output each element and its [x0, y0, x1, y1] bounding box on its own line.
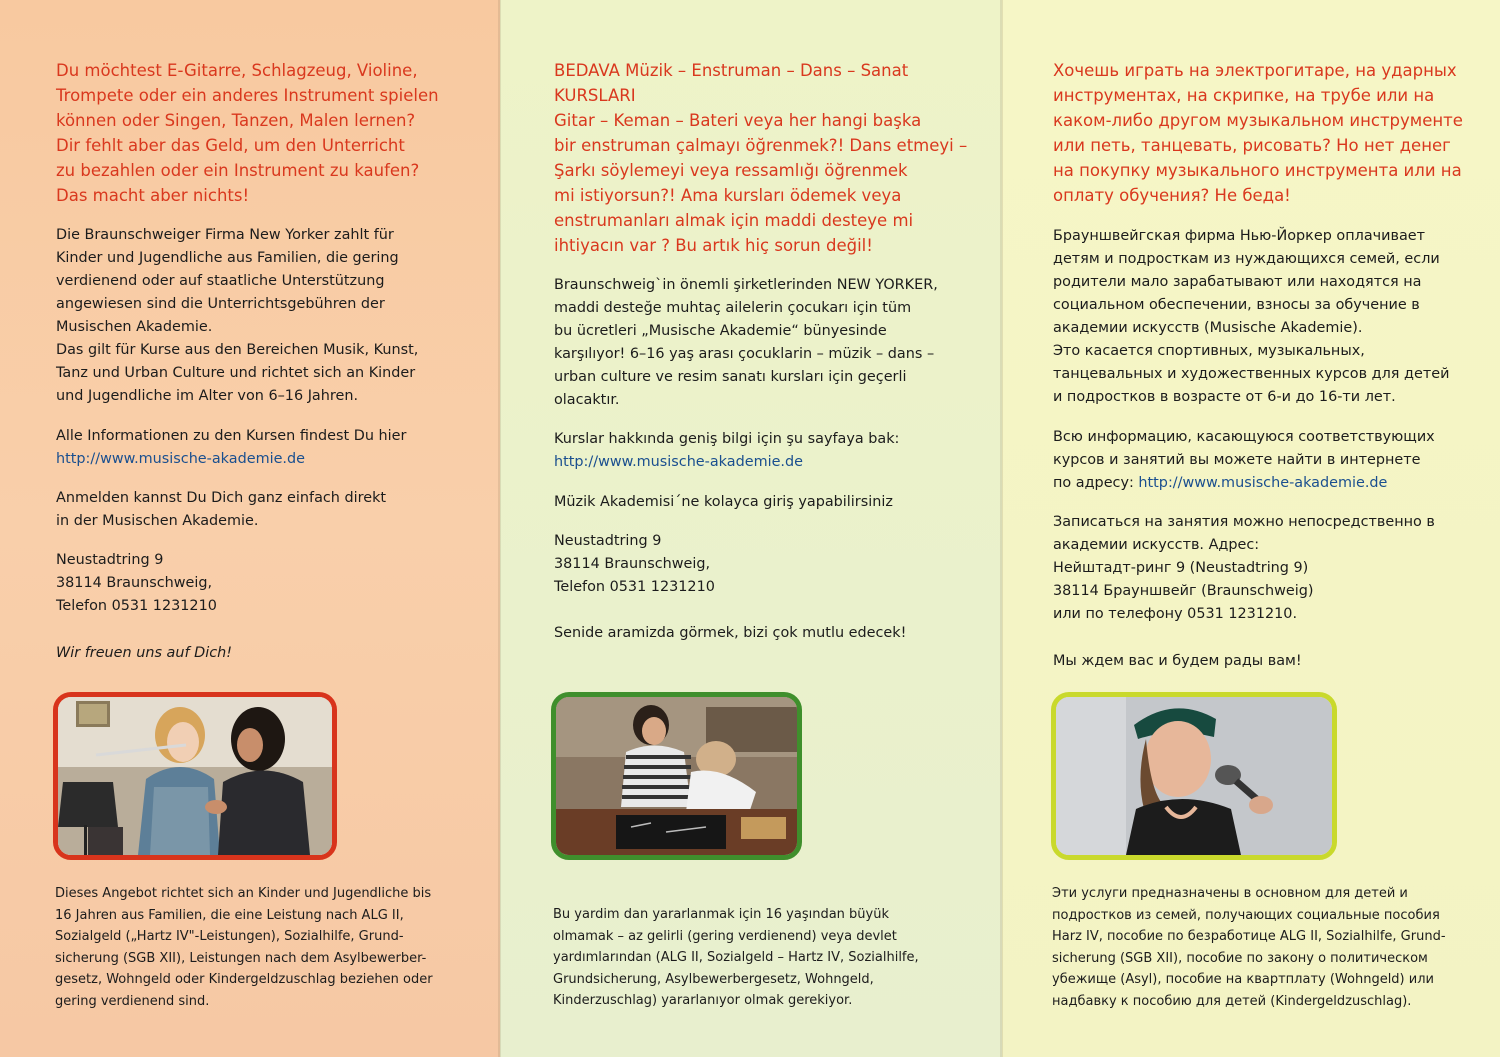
- russian-info: Всю информацию, касающуюся соответствующих курсов и занятий вы можете найти в интернете по адресу: http://www.musische-akademie.de: [1053, 429, 1435, 491]
- russian-footer: Эти услуги предназначены в основном для детей и подростков из семей, получающих социальные пособия Harz IV, пособие по безработице ALG II, Sozialhilfe, Grund- sicherung (SGB XII), пособие по закону о политическом убежище (Asyl), пособие на квартплату (Wohngeld) или надбавку к пособию для детей (Kindergeldzuschlag).: [1052, 886, 1446, 1009]
- fold-line-right: [1000, 0, 1003, 1057]
- turkish-panel: [500, 0, 1002, 1057]
- turkish-headline: BEDAVA Müzik – Enstruman – Dans – Sanat KURSLARI Gitar – Keman – Bateri veya her hangi başka bir enstruman çalmayı öğrenmek?! Dans etmeyi – Şarkı söylemeyi veya ressamlığı öğrenmek mi istiyorsun?! Ama kursları ödemek veya enstrumanları almak için maddi desteye mi ihtiyacın var ? Bu artık hiç sorun değil!: [554, 61, 968, 255]
- russian-headline: Хочешь играть на электрогитаре, на ударных инструментах, на скрипке, на трубе или на каком-либо другом музыкальном инструменте или петь, танцевать, рисовать? Но нет денег на покупку музыкального инструмента или на оплату обучения? Не беда!: [1053, 61, 1463, 205]
- german-website-link[interactable]: http://www.musische-akademie.de: [56, 451, 305, 467]
- german-panel: [0, 0, 500, 1057]
- german-footer: Dieses Angebot richtet sich an Kinder und Jugendliche bis 16 Jahren aus Familien, die eine Leistung nach ALG II, Sozialgeld („Hartz IV"-Leistungen), Sozialhilfe, Grund- sicherung (SGB XII), Leistungen nach dem Asylbewerber- gesetz, Wohngeld oder Kindergeldzuschlag beziehen oder gering verdienend sind.: [55, 886, 433, 1009]
- russian-description: Брауншвейгская фирма Нью-Йоркер оплачивает детям и подросткам из нуждающихся семей, если родители мало зарабатывают или находятся на социальном обеспечении, взносы за обучение в академии искусств (Musische Akademie). Это касается спортивных, музыкальных, танцевальных и художественных курсов для детей и подростков в возрасте от 6-и до 16-ти лет.: [1053, 228, 1450, 405]
- german-description: Die Braunschweiger Firma New Yorker zahlt für Kinder und Jugendliche aus Familien, die gering verdienend oder auf staatliche Unterstützung angewiesen sind die Unterrichtsgebühren der Musischen Akademie. Das gilt für Kurse aus den Bereichen Musik, Kunst, Tanz und Urban Culture und richtet sich an Kinder und Jugendliche im Alter von 6–16 Jahren.: [56, 227, 419, 404]
- german-address: Neustadtring 9 38114 Braunschweig, Telefon 0531 1231210: [56, 552, 217, 614]
- russian-signup: Записаться на занятия можно непосредственно в академии искусств. Адрес: Нейштадт-ринг 9 (Neustadtring 9) 38114 Брауншвейг (Braunschweig) или по телефону 0531 1231210.: [1053, 514, 1435, 622]
- turkish-closing: Senide aramizda görmek, bizi çok mutlu edecek!: [554, 625, 907, 641]
- turkish-info: Kurslar hakkında geniş bilgi için şu sayfaya bak: http://www.musische-akademie.de: [554, 428, 899, 474]
- photo-flute-lesson: [53, 692, 337, 860]
- turkish-address: Neustadtring 9 38114 Braunschweig, Telefon 0531 1231210: [554, 533, 715, 595]
- turkish-website-link[interactable]: http://www.musische-akademie.de: [554, 454, 803, 470]
- photo-art-class: [551, 692, 802, 860]
- german-headline: Du möchtest E-Gitarre, Schlagzeug, Violine, Trompete oder ein anderes Instrument spielen können oder Singen, Tanzen, Malen lernen? Dir fehlt aber das Geld, um den Unterricht zu bezahlen oder ein Instrument zu kaufen? Das macht aber nichts!: [56, 61, 439, 205]
- turkish-footer: Bu yardim dan yararlanmak için 16 yaşından büyük olmamak – az gelirli (gering verdienend) veya devlet yardımlarından (ALG II, Sozialgeld – Hartz IV, Sozialhilfe, Grundsicherung, Asylbewerbergesetz, Wohngeld, Kinderzuschlag) yararlanıyor olmak gerekiyor.: [553, 907, 919, 1008]
- turkish-signup: Müzik Akademisi´ne kolayca giriş yapabilirsiniz: [554, 494, 893, 510]
- russian-website-link[interactable]: http://www.musische-akademie.de: [1138, 475, 1388, 491]
- german-signup: Anmelden kannst Du Dich ganz einfach direkt in der Musischen Akademie.: [56, 490, 387, 529]
- german-info: Alle Informationen zu den Kursen findest Du hier http://www.musische-akademie.de: [56, 425, 406, 471]
- russian-panel: [1002, 0, 1500, 1057]
- russian-closing: Мы ждем вас и будем рады вам!: [1053, 653, 1302, 669]
- photo-singer: [1051, 692, 1337, 860]
- fold-line-left: [498, 0, 501, 1057]
- turkish-description: Braunschweig`in önemli şirketlerinden NEW YORKER, maddi desteğe muhtaç ailelerin çocukarı için tüm bu ücretleri „Musische Akademie“ bünyesinde karşılıyor! 6–16 yaş arası çocuklarin – müzik – dans – urban culture ve resim sanatı kursları için geçerli olacaktır.: [554, 277, 938, 408]
- german-closing: Wir freuen uns auf Dich!: [56, 645, 232, 661]
